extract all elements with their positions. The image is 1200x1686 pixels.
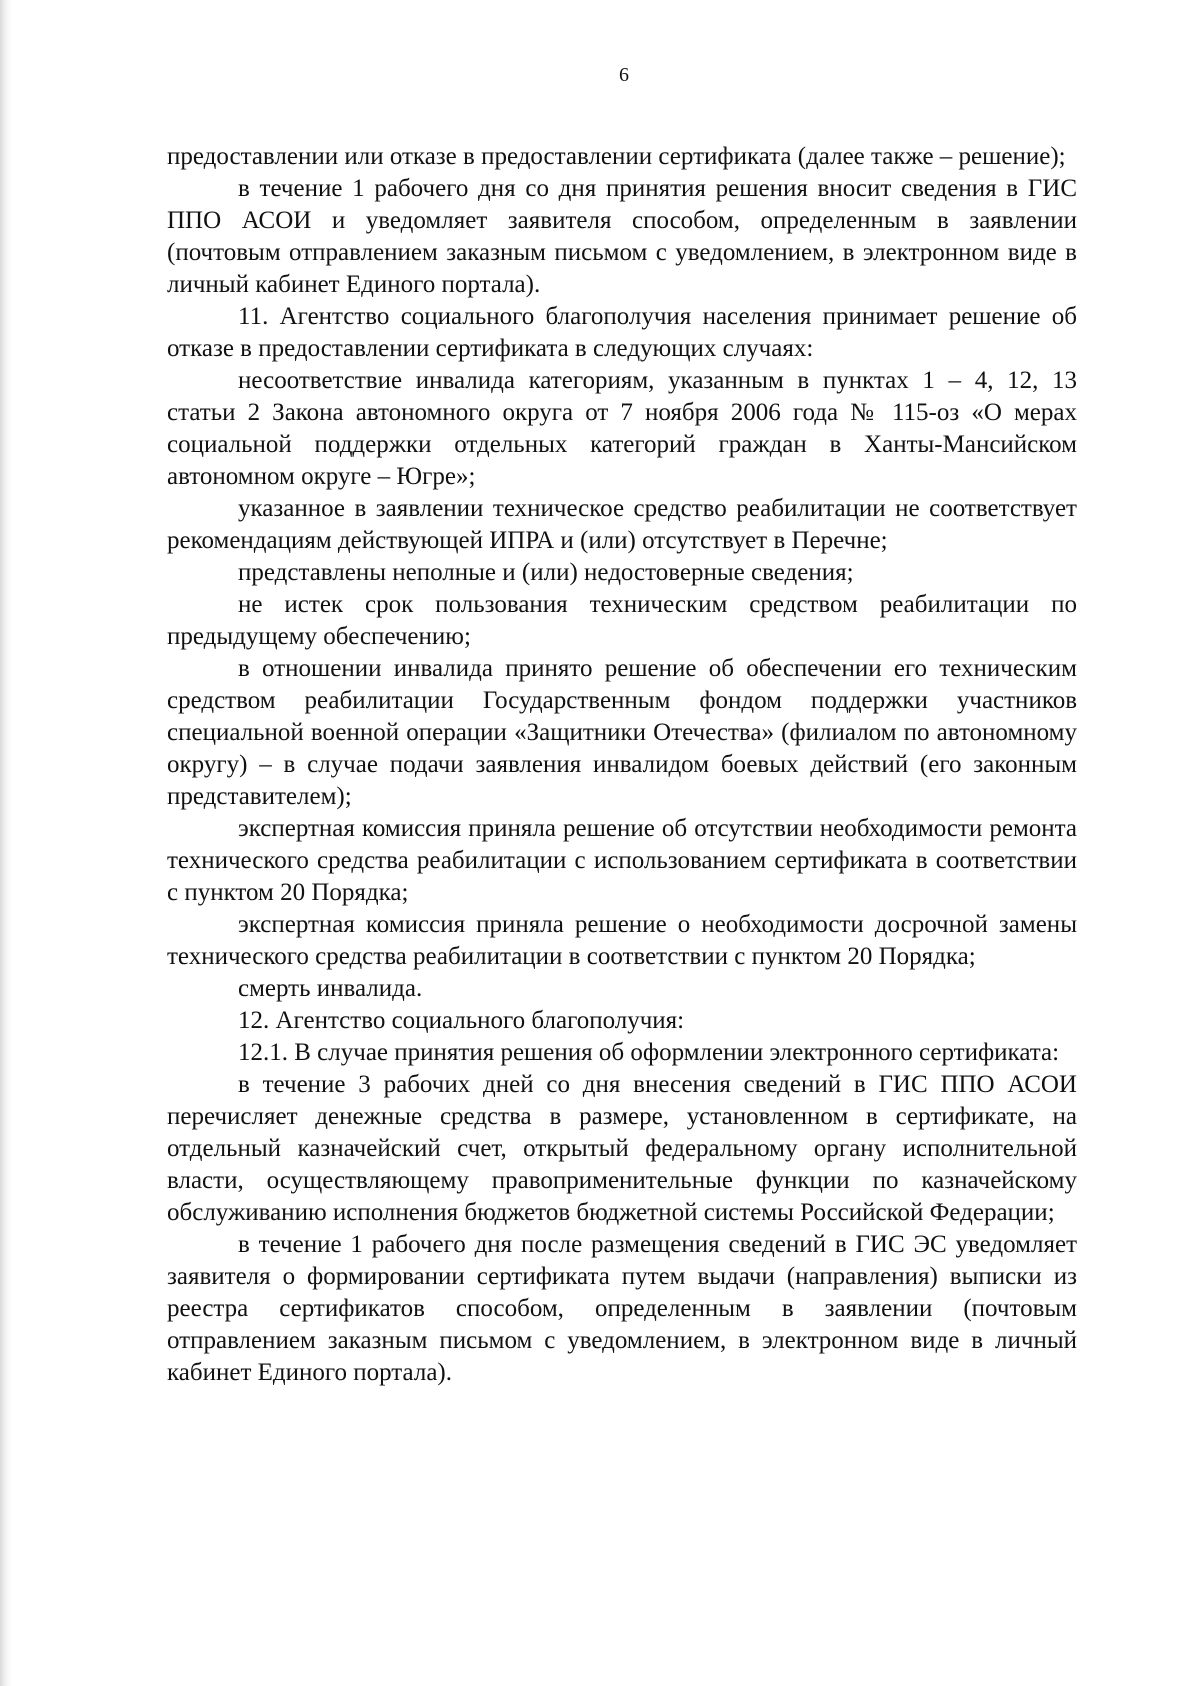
paragraph: несоответствие инвалида категориям, указанным в пунктах 1 – 4, 12, 13 статьи 2 Закона автономного округа от 7 ноября 2006 года № 115-оз «О мерах социальной поддержки отдельных категорий граждан в Ханты-Мансийском автономном округе – Югре»;	[167, 367, 1077, 490]
paragraph: представлены неполные и (или) недостоверные сведения;	[238, 559, 854, 586]
paragraph: 11. Агентство социального благополучия населения принимает решение об отказе в предоставлении сертификата в следующих случаях:	[167, 303, 1077, 362]
paragraph: 12. Агентство социального благополучия:	[238, 1007, 685, 1034]
paragraph: в отношении инвалида принято решение об обеспечении его техническим средством реабилитации Государственным фондом поддержки участников специальной военной операции «Защитники Отечества» (филиалом по автономному округу) – в случае подачи заявления инвалидом боевых действий (его законным представителем);	[167, 655, 1077, 810]
paragraph: в течение 1 рабочего дня после размещения сведений в ГИС ЭС уведомляет заявителя о формировании сертификата путем выдачи (направления) выписки из реестра сертификатов способом, определенным в заявлении (почтовым отправлением заказным письмом с уведомлением, в электронном виде в личный кабинет Единого портала).	[167, 1231, 1077, 1386]
paragraph: экспертная комиссия приняла решение о необходимости досрочной замены технического средства реабилитации в соответствии с пунктом 20 Порядка;	[167, 911, 1077, 970]
scan-edge	[0, 0, 12, 1686]
paragraph: предоставлении или отказе в предоставлении сертификата (далее также – решение);	[167, 143, 1066, 170]
paragraph: в течение 1 рабочего дня со дня принятия решения вносит сведения в ГИС ППО АСОИ и уведомляет заявителя способом, определенным в заявлении (почтовым отправлением заказным письмом с уведомлением, в электронном виде в личный кабинет Единого портала).	[167, 175, 1077, 298]
page-number: 6	[619, 64, 629, 86]
paragraph: в течение 3 рабочих дней со дня внесения сведений в ГИС ППО АСОИ перечисляет денежные средства в размере, установленном в сертификате, на отдельный казначейский счет, открытый федеральному органу исполнительной власти, осуществляющему правоприменительные функции по казначейскому обслуживанию исполнения бюджетов бюджетной системы Российской Федерации;	[167, 1071, 1077, 1226]
paragraph: смерть инвалида.	[238, 975, 423, 1002]
paragraph: 12.1. В случае принятия решения об оформлении электронного сертификата:	[238, 1039, 1060, 1066]
paragraph: экспертная комиссия приняла решение об отсутствии необходимости ремонта технического средства реабилитации с использованием сертификата в соответствии с пунктом 20 Порядка;	[167, 815, 1077, 906]
document-body	[167, 141, 1077, 1389]
paragraph: не истек срок пользования техническим средством реабилитации по предыдущему обеспечению;	[167, 591, 1077, 650]
paragraph: указанное в заявлении техническое средство реабилитации не соответствует рекомендациям действующей ИПРА и (или) отсутствует в Перечне;	[167, 495, 1077, 554]
